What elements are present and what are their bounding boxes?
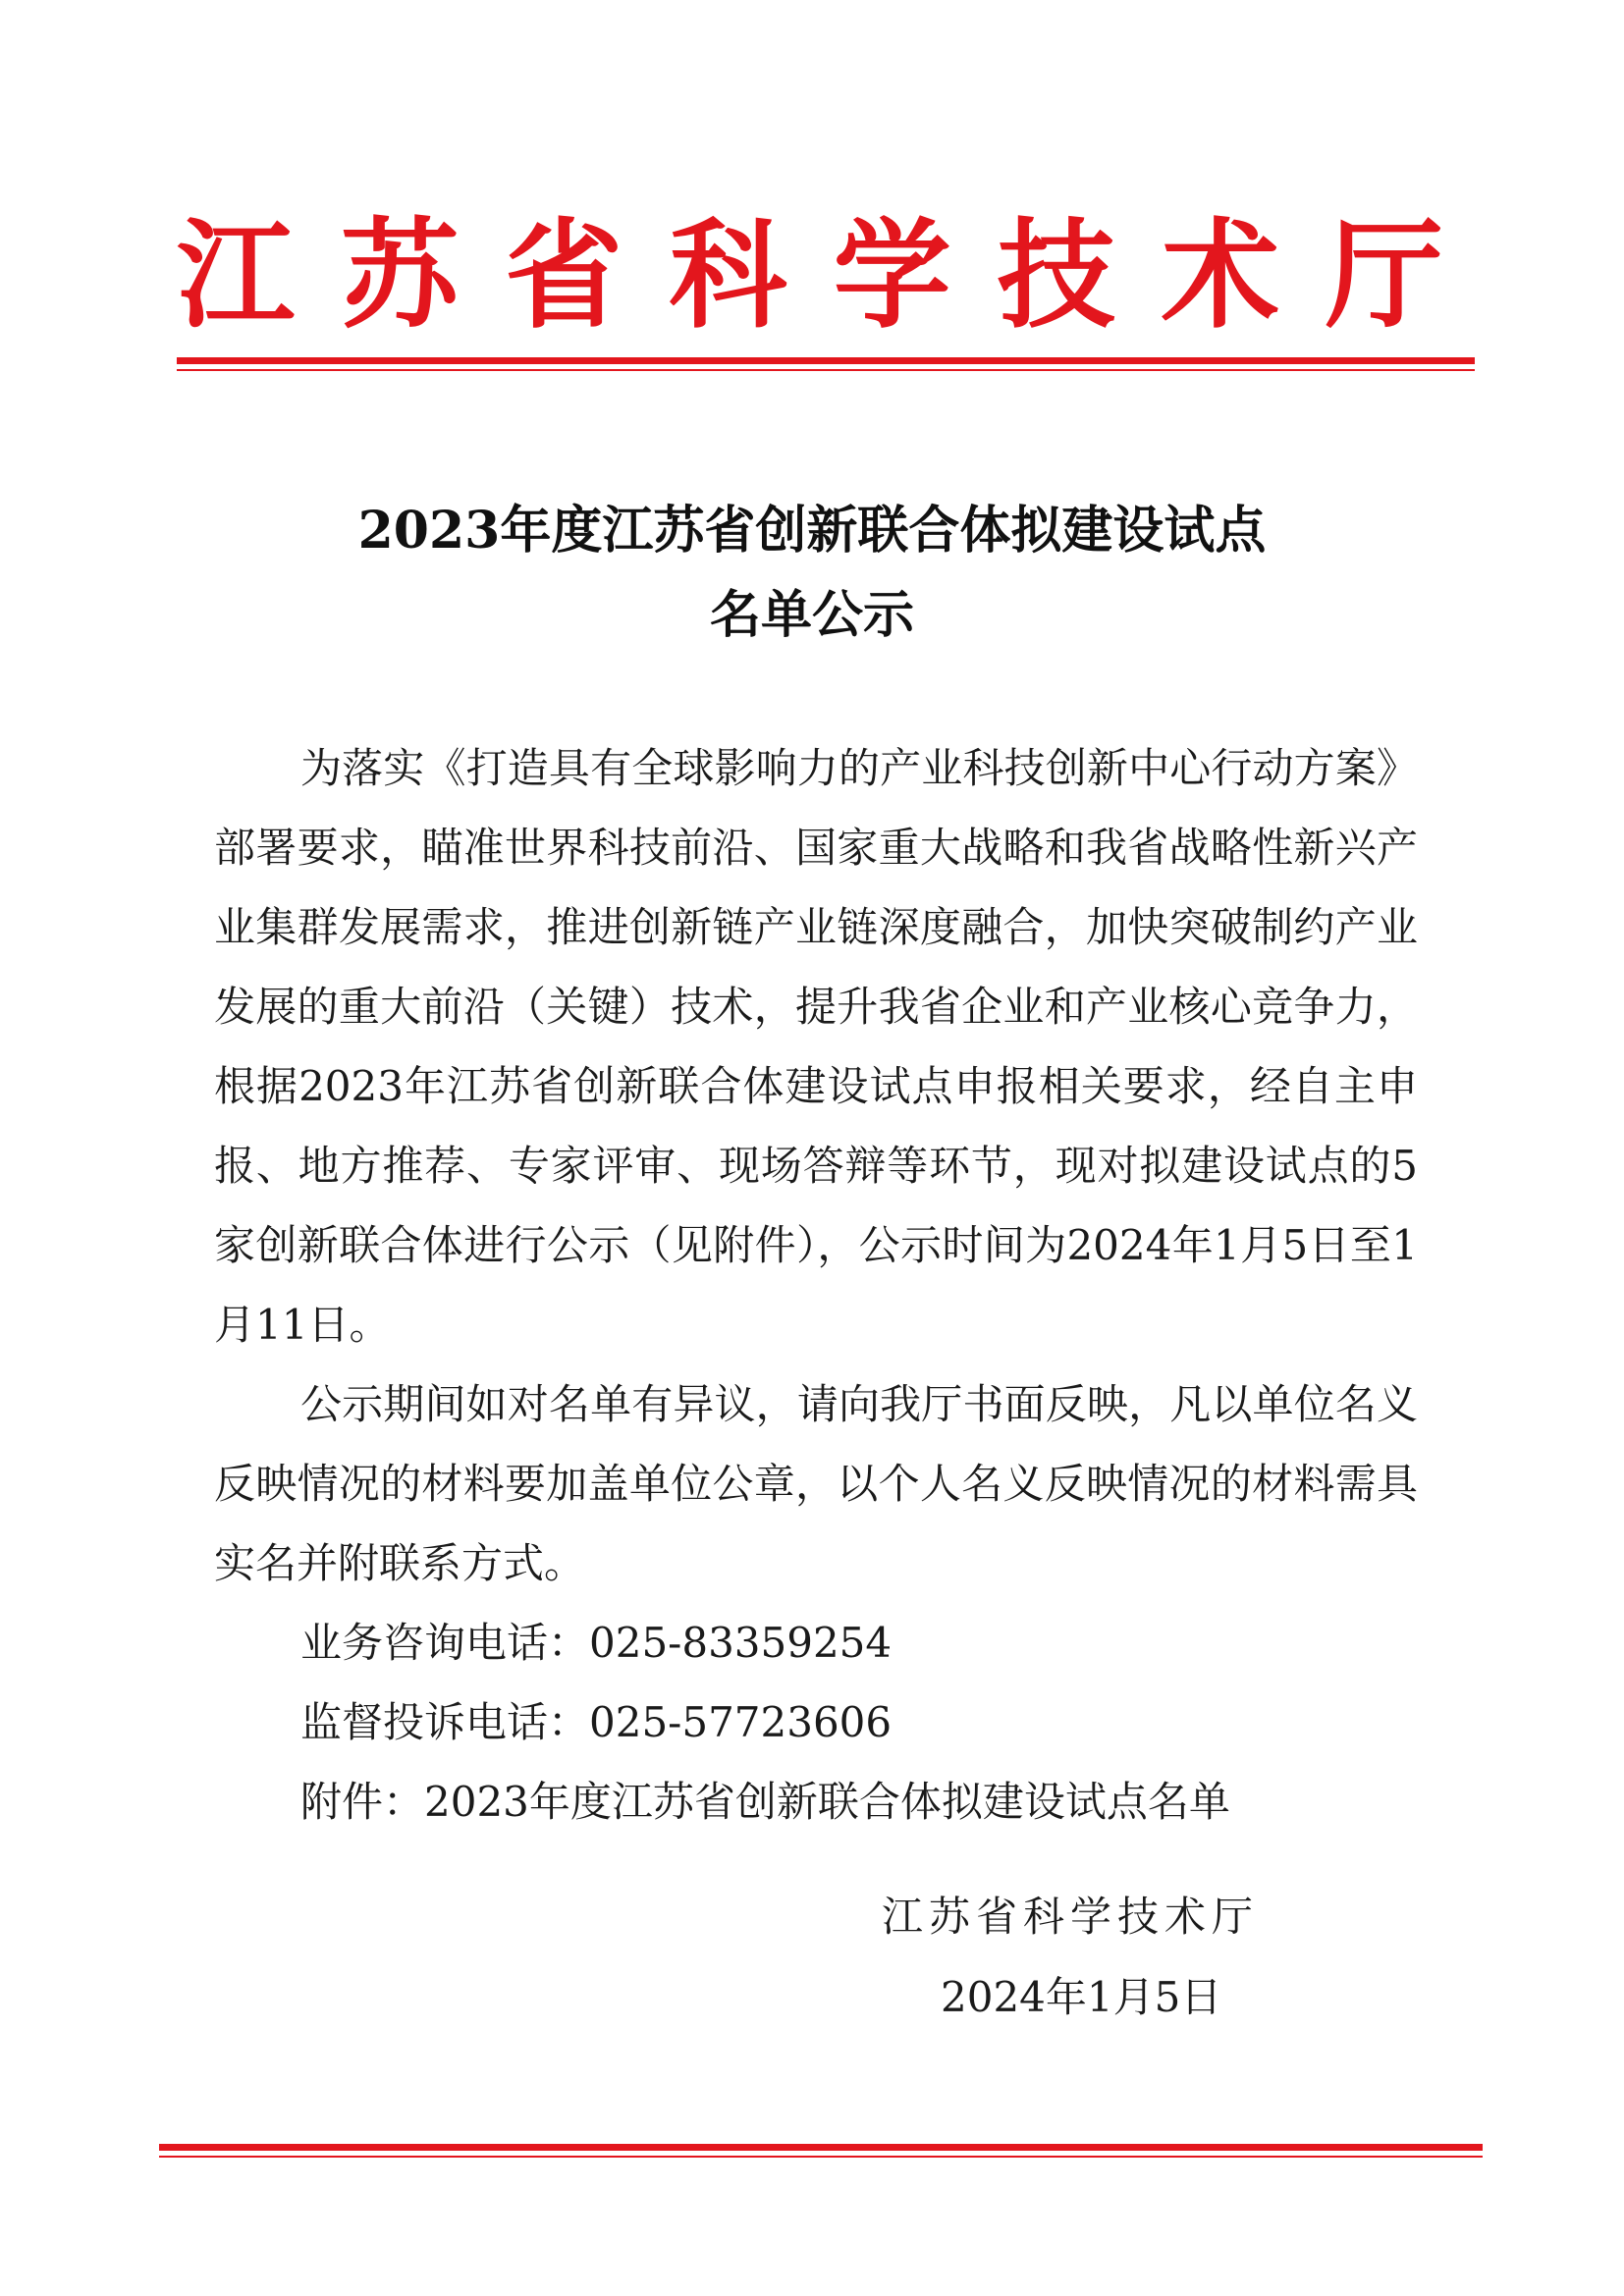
masthead-char: 厅 [1325,208,1443,345]
complaint-phone-line: 监督投诉电话：025-57723606 [300,1698,893,1746]
footer-divider [159,2144,1483,2158]
signature-date: 2024年1月5日 [941,1973,1222,2021]
masthead-title [177,208,1443,346]
divider-thick-line [177,357,1475,364]
masthead-char: 江 [177,208,295,345]
body-paragraph-objection: 公示期间如对名单有异议，请向我厅书面反映，凡以单位名义反映情况的材料要加盖单位公章，以个人名义反映情况的材料需具实名并附联系方式。 [214,1380,1418,1587]
document-title [0,489,1624,658]
masthead-char: 省 [505,208,623,345]
divider-thick-line [159,2144,1483,2151]
masthead-char: 学 [833,208,951,345]
document-title-line1: 2023年度江苏省创新联合体拟建设试点 [357,501,1267,561]
document-body [214,728,1418,1842]
document-title-line2: 名单公示 [709,585,914,645]
divider-thin-line [177,369,1475,371]
masthead-divider [177,357,1475,371]
signature-block [835,1877,1326,2038]
consult-phone-line: 业务咨询电话：025-83359254 [300,1619,893,1667]
signature-org: 江苏省科学技术厅 [882,1893,1260,1941]
body-paragraph-announcement: 为落实《打造具有全球影响力的产业科技创新中心行动方案》部署要求，瞄准世界科技前沿、国家重大战略和我省战略性新兴产业集群发展需求，推进创新链产业链深度融合，加快突破制约产业发展的重大前沿（关键）技术，提升我省企业和产业核心竞争力，根据2023年江苏省创新联合体建设试点申报相关要求，经自主申报、地方推荐、专家评审、现场答辩等环节，现对拟建设试点的5家创新联合体进行公示（见附件），公示时间为2024年1月5日至1月11日。 [214,744,1418,1349]
masthead-char: 技 [997,208,1115,345]
masthead-char: 苏 [341,208,460,345]
masthead-char: 科 [669,208,787,345]
attachment-line: 附件：2023年度江苏省创新联合体拟建设试点名单 [300,1778,1230,1826]
divider-thin-line [159,2156,1483,2158]
masthead-char: 术 [1161,208,1279,345]
